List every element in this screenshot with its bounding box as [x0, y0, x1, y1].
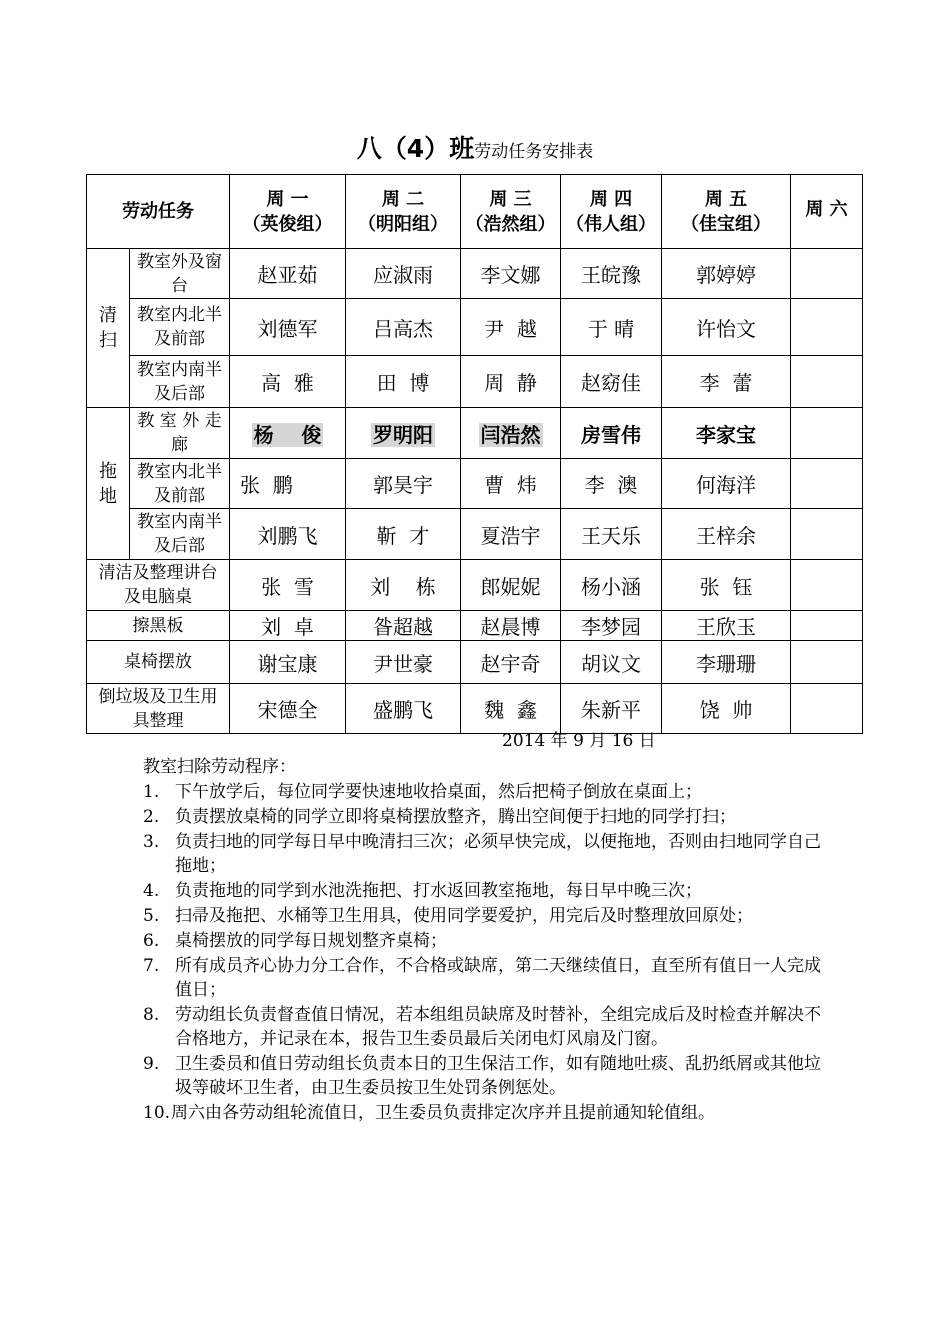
task-cell: 桌椅摆放	[87, 641, 230, 684]
list-item	[143, 929, 823, 953]
header-group: （明阳组）	[358, 213, 448, 235]
duty-schedule-table	[86, 174, 863, 734]
name-cell: 宋德全	[230, 684, 346, 734]
name-cell: 李珊珊	[662, 641, 791, 684]
name-cell: 王皖豫	[561, 249, 662, 299]
name-cell: 王天乐	[561, 509, 662, 560]
task-cell	[87, 684, 230, 734]
name-cell: 刘 卓	[230, 611, 346, 641]
header-day: 周 四	[589, 188, 633, 210]
name-cell: 饶 帅	[662, 684, 791, 734]
header-group: （佳宝组）	[681, 213, 771, 235]
task-cell: 教室外及窗台	[130, 249, 230, 299]
procedure-section	[143, 755, 823, 1126]
category-sweep	[87, 249, 130, 408]
task-label: 清洁及整理讲台及电脑桌	[98, 563, 218, 607]
table-row	[87, 611, 863, 641]
name-cell: 房雪伟	[561, 408, 662, 459]
list-item	[143, 805, 823, 829]
name-cell: 李梦园	[561, 611, 662, 641]
item-number: 10.	[143, 1103, 171, 1123]
task-cell: 教室内南半及后部	[130, 509, 230, 560]
item-text: 所有成员齐心协力分工合作，不合格或缺席，第二天继续值日，直至所有值日一人完成值日；	[175, 956, 821, 1000]
name-cell: 张 钰	[662, 560, 791, 611]
saturday-cell	[791, 356, 863, 408]
list-item	[143, 879, 823, 903]
saturday-cell	[791, 611, 863, 641]
name-cell	[346, 408, 461, 459]
saturday-cell	[791, 249, 863, 299]
list-item	[143, 1003, 823, 1051]
name-cell: 尹世豪	[346, 641, 461, 684]
item-number: 4.	[143, 881, 160, 901]
table-row	[87, 408, 863, 459]
name-cell: 郎妮妮	[461, 560, 561, 611]
category-label: 清扫	[99, 305, 117, 351]
header-group: （伟人组）	[566, 213, 656, 235]
task-cell: 擦黑板	[87, 611, 230, 641]
name-cell: 盛鹏飞	[346, 684, 461, 734]
header-monday	[230, 175, 346, 249]
name-cell: 李文娜	[461, 249, 561, 299]
header-group: （浩然组）	[465, 213, 556, 235]
header-tuesday	[346, 175, 461, 249]
task-cell: 教室内南半及后部	[130, 356, 230, 408]
item-text: 下午放学后，每位同学要快速地收拾桌面，然后把椅子倒放在桌面上；	[175, 782, 702, 802]
saturday-cell	[791, 299, 863, 356]
name-cell: 赵晨博	[461, 611, 561, 641]
schedule-date: 2014 年 9 月 16 日	[502, 731, 656, 751]
item-number: 2.	[143, 807, 160, 827]
name-cell: 赵宇奇	[461, 641, 561, 684]
item-text: 负责摆放桌椅的同学立即将桌椅摆放整齐，腾出空间便于扫地的同学打扫；	[175, 807, 736, 827]
name-cell: 杨小涵	[561, 560, 662, 611]
table-row	[87, 641, 863, 684]
name-cell: 于 晴	[561, 299, 662, 356]
saturday-cell	[791, 560, 863, 611]
table-row	[87, 356, 863, 408]
name-cell: 夏浩宇	[461, 509, 561, 560]
item-number: 7.	[143, 956, 160, 976]
table-row	[87, 249, 863, 299]
name-cell: 李家宝	[662, 408, 791, 459]
list-item	[143, 830, 823, 878]
header-saturday: 周 六	[791, 175, 863, 249]
table-row	[87, 509, 863, 560]
item-number: 3.	[143, 832, 160, 852]
item-number: 5.	[143, 906, 160, 926]
name-cell: 郭昊宇	[346, 459, 461, 509]
item-number: 8.	[143, 1005, 160, 1025]
name-highlighted: 罗明阳	[373, 422, 433, 447]
task-cell: 教室内北半及前部	[130, 459, 230, 509]
name-cell: 王欣玉	[662, 611, 791, 641]
name-cell: 胡议文	[561, 641, 662, 684]
name-cell: 尹 越	[461, 299, 561, 356]
name-cell: 应淑雨	[346, 249, 461, 299]
saturday-cell	[791, 408, 863, 459]
name-cell: 曹 炜	[461, 459, 561, 509]
table-row	[87, 684, 863, 734]
list-item	[143, 1052, 823, 1100]
name-cell: 魏 鑫	[461, 684, 561, 734]
name-cell: 李 澳	[561, 459, 662, 509]
name-cell: 刘德军	[230, 299, 346, 356]
saturday-cell	[791, 684, 863, 734]
name-highlighted: 闫浩然	[480, 422, 541, 447]
item-text: 周六由各劳动组轮流值日，卫生委员负责排定次序并且提前通知轮值组。	[171, 1103, 715, 1123]
item-text: 桌椅摆放的同学每日规划整齐桌椅；	[175, 931, 447, 951]
name-cell: 何海洋	[662, 459, 791, 509]
name-cell: 赵窈佳	[561, 356, 662, 408]
saturday-cell	[791, 509, 863, 560]
header-day: 周 二	[381, 188, 425, 210]
header-friday	[662, 175, 791, 249]
header-group: （英俊组）	[242, 213, 333, 235]
name-cell: 赵亚茹	[230, 249, 346, 299]
name-cell: 谢宝康	[230, 641, 346, 684]
name-cell: 周 静	[461, 356, 561, 408]
procedure-heading: 教室扫除劳动程序：	[143, 757, 296, 777]
list-item	[143, 780, 823, 804]
header-thursday	[561, 175, 662, 249]
task-label: 倒垃圾及卫生用具整理	[98, 686, 218, 731]
category-mop	[87, 408, 130, 560]
item-number: 6.	[143, 931, 160, 951]
category-label: 拖地	[99, 460, 117, 507]
table-row	[87, 459, 863, 509]
item-number: 1.	[143, 782, 160, 802]
saturday-cell	[791, 641, 863, 684]
task-cell	[87, 560, 230, 611]
name-cell: 靳 才	[346, 509, 461, 560]
table-row	[87, 560, 863, 611]
name-cell: 高 雅	[230, 356, 346, 408]
item-text: 负责拖地的同学到水池洗拖把、打水返回教室拖地，每日早中晚三次；	[175, 881, 702, 901]
name-cell: 刘 栋	[346, 560, 461, 611]
item-text: 卫生委员和值日劳动组长负责本日的卫生保洁工作，如有随地吐痰、乱扔纸屑或其他垃圾等破坏卫生者，由卫生委员按卫生处罚条例惩处。	[175, 1054, 821, 1098]
name-cell: 郭婷婷	[662, 249, 791, 299]
header-wednesday	[461, 175, 561, 249]
name-cell: 田 博	[346, 356, 461, 408]
name-cell: 昝超越	[346, 611, 461, 641]
header-day: 周 五	[704, 188, 748, 210]
header-row	[87, 175, 863, 249]
title-class-name: 八（4）班	[356, 134, 475, 163]
saturday-cell	[791, 459, 863, 509]
name-cell: 吕高杰	[346, 299, 461, 356]
list-item	[143, 904, 823, 928]
table-row	[87, 299, 863, 356]
name-cell: 刘鹏飞	[230, 509, 346, 560]
task-cell: 教室内北半及前部	[130, 299, 230, 356]
header-day: 周 一	[266, 188, 309, 210]
name-cell: 张 鹏	[230, 459, 346, 509]
item-number: 9.	[143, 1054, 160, 1074]
name-cell: 许怡文	[662, 299, 791, 356]
name-cell: 王梓余	[662, 509, 791, 560]
name-cell: 张 雪	[230, 560, 346, 611]
name-cell	[461, 408, 561, 459]
list-item	[143, 954, 823, 1002]
item-text: 扫帚及拖把、水桶等卫生用具，使用同学要爱护，用完后及时整理放回原处；	[175, 906, 753, 926]
item-text: 负责扫地的同学每日早中晚清扫三次；必须早快完成，以便拖地，否则由扫地同学自己拖地；	[175, 832, 821, 876]
header-task-label: 劳动任务	[87, 175, 230, 249]
header-day: 周 三	[489, 188, 532, 210]
task-cell: 教 室 外 走廊	[130, 408, 230, 459]
item-text: 劳动组长负责督查值日情况，若本组组员缺席及时替补，全组完成后及时检查并解决不合格地方，并记录在本，报告卫生委员最后关闭电灯风扇及门窗。	[175, 1005, 821, 1049]
procedure-list	[143, 780, 823, 1125]
list-item	[143, 1101, 823, 1125]
name-cell: 朱新平	[561, 684, 662, 734]
name-cell	[230, 408, 346, 459]
title-subtitle: 劳动任务安排表	[474, 142, 594, 162]
page-title	[0, 132, 950, 169]
name-highlighted: 杨 俊	[253, 422, 322, 447]
name-cell: 李 蕾	[662, 356, 791, 408]
